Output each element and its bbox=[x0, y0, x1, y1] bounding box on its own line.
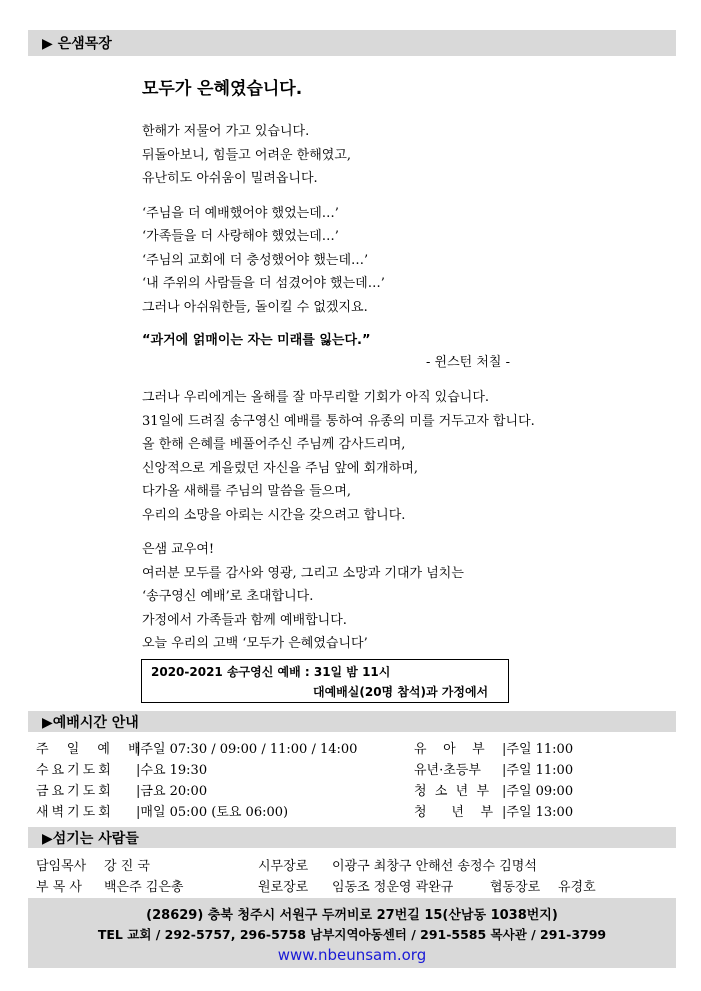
service-name: 새벽기도회 bbox=[36, 805, 114, 820]
text-line: 우리의 소망을 아뢰는 시간을 갖으려고 합니다. bbox=[142, 507, 406, 523]
quote: “과거에 얽매이는 자는 미래를 잃는다.” bbox=[142, 333, 371, 348]
section-header-worship bbox=[28, 711, 676, 732]
notice-line-1: 2020-2021 송구영신 예배 : 31일 밤 11시 bbox=[151, 665, 391, 679]
service-time: |수요 19:30 bbox=[136, 763, 208, 778]
section-title: ▶섬기는 사람들 bbox=[42, 830, 139, 847]
church-phones: TEL 교회 / 292-5757, 296-5758 남부지역아동센터 / 291-5585 목사관 / 291-3799 bbox=[97, 927, 607, 942]
text-line: 가정에서 가족들과 함께 예배합니다. bbox=[142, 612, 347, 628]
text-line: 신앙적으로 게을렀던 자신을 주님 앞에 회개하며, bbox=[142, 460, 418, 476]
service-name: 주 일 예 배 bbox=[36, 742, 148, 757]
service-notice-box bbox=[141, 659, 509, 703]
department-time: |주일 11:00 bbox=[502, 763, 574, 778]
paragraph-1 bbox=[142, 120, 662, 191]
text-line: 그러나 아쉬워한들, 돌이킬 수 없겠지요. bbox=[142, 299, 368, 315]
text-line: 올 한해 은혜를 베풀어주신 주님께 감사드리며, bbox=[142, 437, 406, 452]
service-name: 금요기도회 bbox=[36, 784, 114, 799]
text-line: 여러분 모두를 감사와 영광, 그리고 소망과 기대가 넘치는 bbox=[142, 565, 464, 581]
text-line: ‘송구영신 예배’로 초대합니다. bbox=[142, 589, 314, 604]
section-header-staff bbox=[28, 827, 676, 848]
paragraph-4 bbox=[142, 538, 662, 656]
section-title: ▶예배시간 안내 bbox=[42, 714, 139, 731]
staff-names: 이광구 최창구 안해선 송정수 김명석 bbox=[332, 859, 537, 874]
text-line: 31일에 드려질 송구영신 예배를 통하여 유종의 미를 거두고자 합니다. bbox=[142, 413, 535, 429]
department-time: |주일 13:00 bbox=[502, 805, 574, 820]
letter bbox=[142, 74, 662, 667]
staff-names: 백은주 김은총 bbox=[104, 880, 184, 895]
department-name: 청 소 년 부 bbox=[414, 784, 490, 799]
text-line: ‘가족들을 더 사랑해야 했었는데…’ bbox=[142, 229, 339, 244]
quote-attribution: - 윈스턴 처칠 - bbox=[426, 355, 510, 370]
text-line: 그러나 우리에게는 올해를 잘 마무리할 기회가 아직 있습니다. bbox=[142, 390, 490, 405]
text-line: 한해가 저물어 가고 있습니다. bbox=[142, 124, 310, 139]
service-name: 수요기도회 bbox=[36, 763, 114, 778]
text-line: ‘주님을 더 예배했어야 했었는데…’ bbox=[142, 205, 339, 221]
service-time: |주일 07:30 / 09:00 / 11:00 / 14:00 bbox=[136, 742, 358, 757]
text-line: 오늘 우리의 고백 ‘모두가 은혜였습니다’ bbox=[142, 636, 368, 651]
department-name: 청 년 부 bbox=[414, 805, 493, 820]
text-line: 은샘 교우여! bbox=[142, 542, 215, 557]
staff-label: 시무장로 bbox=[258, 859, 309, 874]
staff-label: 담임목사 bbox=[36, 859, 87, 874]
notice-line-2: 대예배실(20명 참석)과 가정에서 bbox=[313, 685, 489, 699]
section-header-eunsam bbox=[28, 30, 676, 56]
paragraph-2 bbox=[142, 202, 662, 320]
department-name: 유 아 부 bbox=[414, 742, 485, 757]
text-line: ‘내 주위의 사람들을 더 섬겼어야 했는데…’ bbox=[142, 276, 385, 291]
staff-names: 강 진 국 bbox=[104, 859, 150, 874]
text-line: ‘주님의 교회에 더 충성했어야 했는데…’ bbox=[142, 252, 369, 268]
staff-names: 유경호 bbox=[558, 880, 596, 895]
church-address: (28629) 충북 청주시 서원구 두꺼비로 27번길 15(산남동 1038번지) bbox=[146, 908, 558, 923]
service-time: |금요 20:00 bbox=[136, 784, 208, 799]
staff-label: 협동장로 bbox=[490, 880, 541, 895]
department-time: |주일 11:00 bbox=[502, 742, 574, 757]
department-name: 유년·초등부 bbox=[414, 763, 481, 778]
text-line: 유난히도 아쉬움이 밀려옵니다. bbox=[142, 171, 318, 186]
text-line: 다가올 새해를 주님의 말씀을 들으며, bbox=[142, 484, 352, 499]
department-time: |주일 09:00 bbox=[502, 784, 574, 799]
text-line: 뒤돌아보니, 힘들고 어려운 한해였고, bbox=[142, 147, 352, 163]
staff-names: 임동조 정운영 곽완규 bbox=[332, 880, 454, 895]
website-link[interactable]: www.nbeunsam.org bbox=[277, 946, 427, 964]
staff-label: 부 목 사 bbox=[36, 880, 82, 895]
letter-title: 모두가 은혜였습니다. bbox=[142, 79, 303, 99]
church-footer bbox=[28, 898, 676, 968]
staff-label: 원로장로 bbox=[258, 880, 309, 895]
section-title: ▶ 은샘목장 bbox=[42, 36, 112, 52]
service-time: |매일 05:00 (토요 06:00) bbox=[136, 805, 289, 820]
paragraph-3 bbox=[142, 386, 662, 527]
